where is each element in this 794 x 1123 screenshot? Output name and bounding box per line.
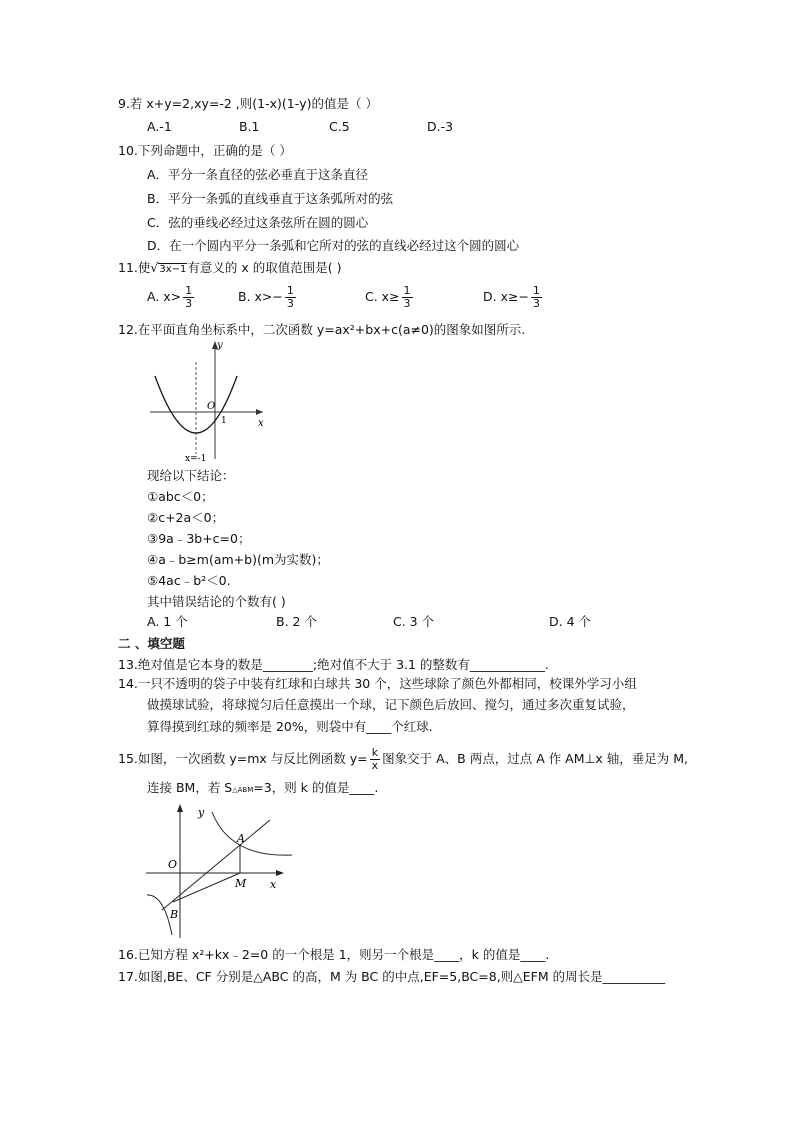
q12-x-arrow <box>256 409 263 415</box>
q11-stem: 11.使√3x−1有意义的 x 的取值范围是( ) <box>118 260 342 275</box>
q12-origin-label: O <box>207 401 216 412</box>
q11-option-d: D. x≥− $\frac{1}{3}$ <box>483 284 540 310</box>
q15-origin-label: O <box>168 858 178 871</box>
q12-conclusion-2: ②c+2a＜0； <box>147 510 225 525</box>
q12-stem: 12.在平面直角坐标系中，二次函数 y=ax²+bx+c(a≠0)的图象如图所示. <box>118 322 526 337</box>
q12-option-c: C. 3 个 <box>393 614 435 629</box>
q12-conclusion-3: ③9a﹣3b+c=0； <box>147 531 251 546</box>
q15-x-arrow <box>276 870 284 876</box>
q12-parabola-graph <box>145 338 270 463</box>
q15-point-a-label: A <box>237 832 245 845</box>
q12-option-b: B. 2 个 <box>276 614 317 629</box>
section-title: 二 、填空题 <box>118 636 185 651</box>
q15-point-b-label: B <box>170 908 179 921</box>
q10-stem: 10.下列命题中，正确的是（ ） <box>118 143 292 158</box>
q12-one-label: 1 <box>221 416 227 426</box>
q10-option-b: B．平分一条弧的直线垂直于这条弧所对的弦 <box>147 191 394 206</box>
q11-option-b: B. x>− $\frac{1}{3}$ <box>238 284 294 310</box>
q15-line-2: 连接 BM，若 S△ABM=3，则 k 的值是____. <box>147 780 379 795</box>
q12-option-a: A. 1 个 <box>147 614 188 629</box>
q12-axis-label: x=-1 <box>185 454 207 463</box>
q15-line-1: 15.如图，一次函数 y=mx 与反比例函数 y= $\frac{k}{x}$ 图象交于 A、B 两点，过点 A 作 AM⊥x 轴，垂足为 M, <box>118 746 689 772</box>
q11-option-c: C. x≥ $\frac{1}{3}$ <box>365 284 411 310</box>
q13-text: 13.绝对值是它本身的数是________;绝对值不大于 3.1 的整数有____________. <box>118 657 549 672</box>
q15-x-label: x <box>270 878 277 891</box>
q10-option-a: A．平分一条直径的弦必垂直于这条直径 <box>147 167 369 182</box>
q15-line-y-mx <box>162 820 270 910</box>
q9-option-b: B.1 <box>239 119 260 134</box>
q9-option-c: C.5 <box>329 119 350 134</box>
q11-radicand: 3x−1 <box>159 264 187 275</box>
q12-conclusion-5: ⑤4ac﹣b²＜0. <box>147 573 231 588</box>
q12-conclusion-4: ④a﹣b≥m(am+b)(m为实数)； <box>147 552 329 567</box>
q17-text: 17.如图,BE、CF 分别是△ABC 的高，M 为 BC 的中点,EF=5,BC=8,则△EFM 的周长是__________ <box>118 969 666 984</box>
q12-intro: 现给以下结论： <box>147 468 235 483</box>
q15-y-label: y <box>198 806 205 819</box>
q15-hyperbola-branch-1 <box>212 812 292 855</box>
q9-option-d: D.-3 <box>427 119 454 134</box>
q14-line-1: 14.一只不透明的袋子中装有红球和白球共 30 个，这些球除了颜色外都相同，校课外学习小组 <box>118 676 637 691</box>
q15-graph <box>142 800 297 940</box>
q14-line-2: 做摸球试验，将球搅匀后任意摸出一个球，记下颜色后放回、搅匀，通过多次重复试验， <box>147 697 635 712</box>
q15-segment-bm <box>173 873 240 902</box>
q10-option-d: D．在一个圆内平分一条弧和它所对的弦的直线必经过这个圆的圆心 <box>147 238 520 253</box>
q14-line-3: 算得摸到红球的频率是 20%，则袋中有____个红球. <box>147 719 433 734</box>
q9-stem: 9.若 x+y=2,xy=-2 ,则(1-x)(1-y)的值是（ ） <box>118 96 378 111</box>
q12-conclusion-1: ①abc＜0； <box>147 489 214 504</box>
q15-point-m-label: M <box>235 877 247 890</box>
q12-question: 其中错误结论的个数有( ) <box>147 594 286 609</box>
q12-x-label: x <box>258 418 264 429</box>
q10-option-c: C．弦的垂线必经过这条弦所在圆的圆心 <box>147 215 369 230</box>
q12-option-d: D. 4 个 <box>549 614 591 629</box>
q16-text: 16.已知方程 x²+kx﹣2=0 的一个根是 1，则另一个根是____，k 的值是____. <box>118 947 550 962</box>
q15-y-arrow <box>177 804 183 812</box>
q9-option-a: A.-1 <box>147 119 172 134</box>
q11-option-a: A. x> $\frac{1}{3}$ <box>147 284 193 310</box>
q12-y-label: y <box>217 340 223 351</box>
q15-hyperbola-branch-2 <box>147 895 172 935</box>
